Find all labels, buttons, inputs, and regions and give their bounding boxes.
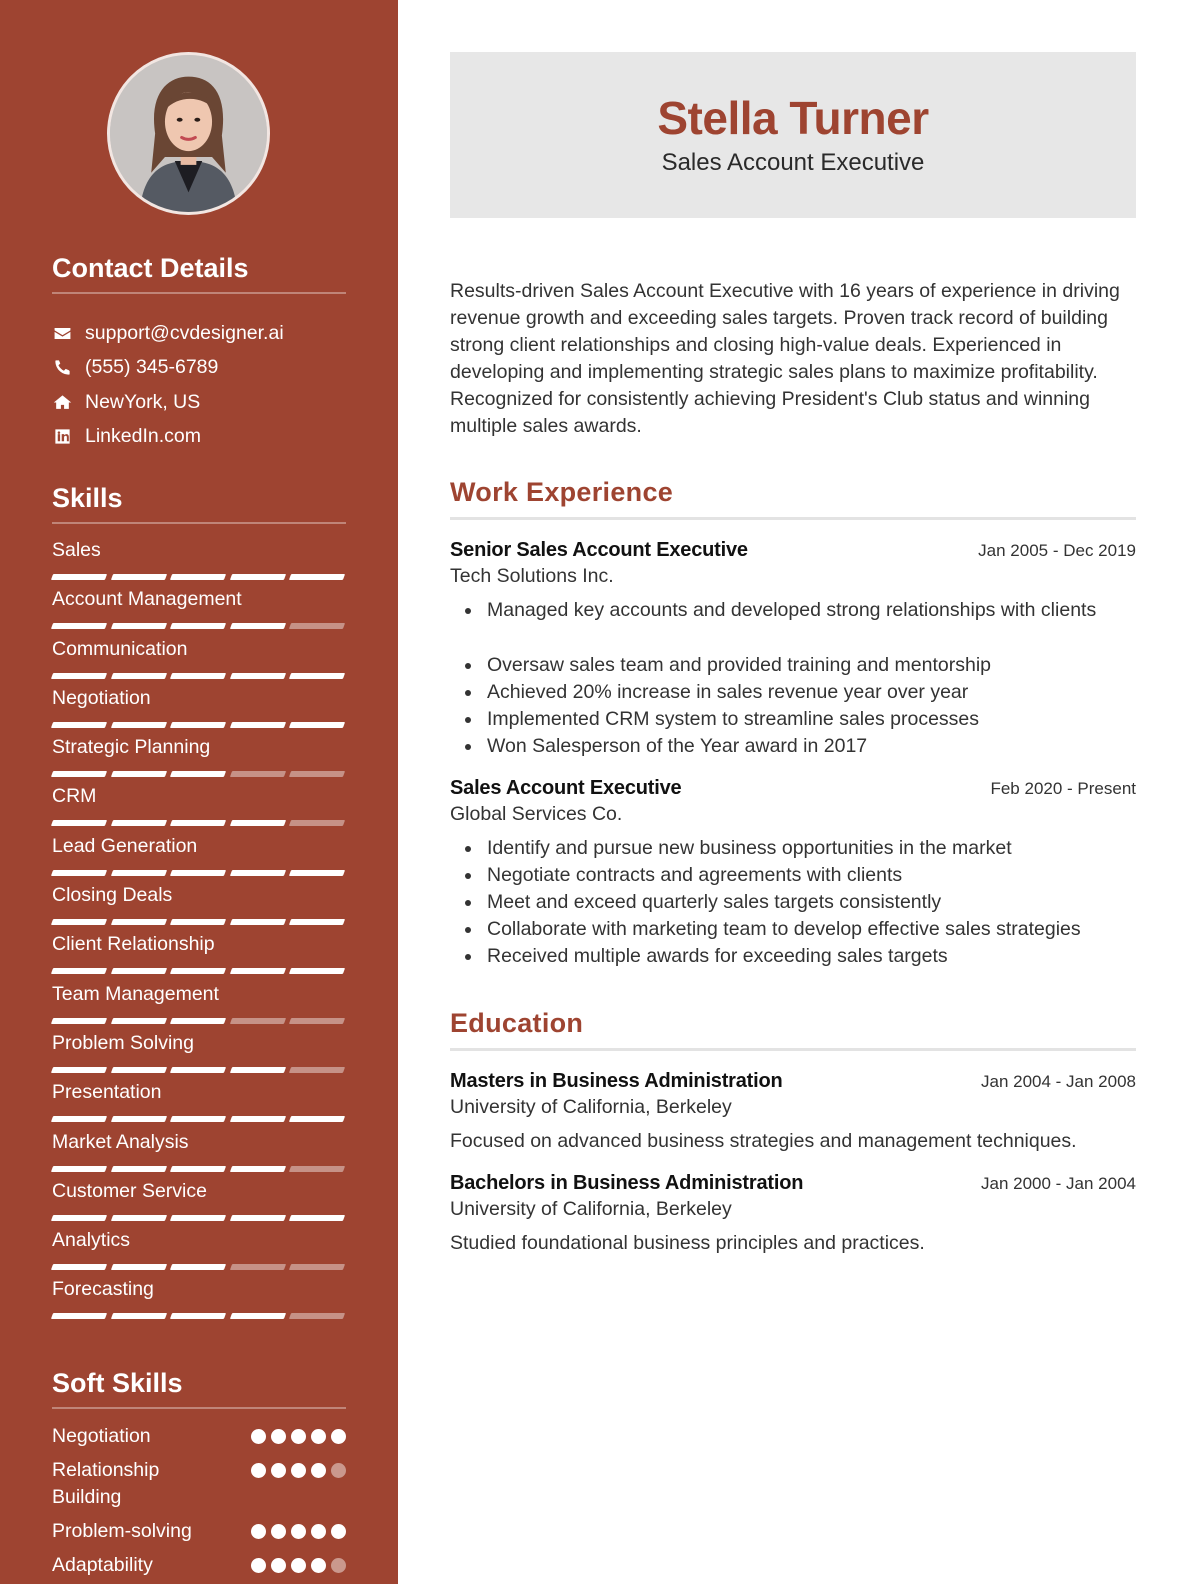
skill-level-segment — [51, 820, 107, 826]
degree-description: Studied foundational business principles and practices. — [450, 1232, 925, 1254]
rating-dot — [271, 1429, 286, 1444]
contact-linkedin[interactable] — [52, 420, 346, 455]
job-bullets — [450, 597, 1136, 760]
job-bullet: Collaborate with marketing team to develop effective sales strategies — [450, 916, 1136, 943]
contact-phone[interactable] — [52, 351, 346, 386]
skill-level-segment — [51, 1264, 107, 1270]
envelope-icon — [52, 323, 72, 343]
skill-level-segment — [230, 820, 286, 826]
skill-level-segment — [289, 968, 345, 974]
skill-level-segment — [170, 968, 226, 974]
skill-level-segment — [111, 1215, 167, 1221]
skill-item — [52, 684, 346, 733]
skill-level-segment — [170, 820, 226, 826]
degree-title: Masters in Business Administration — [450, 1070, 783, 1092]
job-bullet: Implemented CRM system to streamline sales processes — [450, 706, 1136, 733]
skill-item — [52, 635, 346, 684]
soft-skill-name: Problem-solving — [52, 1520, 192, 1542]
soft-skill-name: Adaptability — [52, 1554, 153, 1576]
skill-level-segment — [289, 574, 345, 580]
skill-level-segment — [170, 1067, 226, 1073]
skill-level-segment — [230, 968, 286, 974]
skill-item — [52, 1177, 346, 1226]
avatar — [107, 52, 270, 215]
profile-photo-icon — [110, 55, 267, 212]
job-title: Senior Sales Account Executive — [450, 539, 748, 561]
skill-level-segment — [51, 968, 107, 974]
linkedin-icon — [52, 427, 72, 447]
candidate-name: Stella Turner — [657, 92, 929, 144]
rating-dot — [311, 1558, 326, 1573]
school-name: University of California, Berkeley — [450, 1096, 732, 1118]
skill-level-segment — [230, 673, 286, 679]
job-entry — [450, 537, 1136, 760]
skill-name: Market Analysis — [52, 1130, 189, 1153]
skill-level-segment — [230, 1215, 286, 1221]
rating-dot — [331, 1558, 346, 1573]
job-company: Tech Solutions Inc. — [450, 565, 614, 587]
job-bullet: Received multiple awards for exceeding sales targets — [450, 943, 1136, 970]
degree-dates: Jan 2004 - Jan 2008 — [980, 1072, 1136, 1091]
work-divider — [450, 517, 1136, 520]
skill-name: Forecasting — [52, 1278, 154, 1301]
soft-skills-divider — [52, 1407, 346, 1409]
job-bullet: Managed key accounts and developed strong relationships with clients — [450, 597, 1136, 624]
skill-level-segment — [289, 1116, 345, 1122]
skill-level-bar — [52, 673, 344, 679]
job-entry — [450, 775, 1136, 970]
skill-level-segment — [51, 1166, 107, 1172]
skill-item — [52, 930, 346, 979]
job-company: Global Services Co. — [450, 803, 623, 825]
degree-dates: Jan 2000 - Jan 2004 — [980, 1174, 1136, 1193]
skill-level-segment — [111, 919, 167, 925]
skill-level-segment — [289, 870, 345, 876]
summary-text: Results-driven Sales Account Executive with 16 years of experience in driving revenue growth and exceeding sales targets. Proven track record of building strong client relationships and closing high-value deals. Experienced in developing and implementing strategic sales plans to maximize profitability. Recognized for consistently achieving President's Club status and winning multiple sales awards. — [450, 280, 1120, 437]
skill-level-segment — [111, 574, 167, 580]
skill-level-segment — [230, 919, 286, 925]
sidebar — [0, 0, 398, 1584]
education-section — [450, 1006, 1136, 1257]
skill-level-segment — [170, 1166, 226, 1172]
skill-level-segment — [51, 919, 107, 925]
rating-dot — [291, 1429, 306, 1444]
skill-level-segment — [51, 1313, 107, 1319]
education-heading: Education — [450, 1008, 584, 1038]
rating-dot — [331, 1524, 346, 1539]
education-divider — [450, 1048, 1136, 1051]
skill-level-segment — [170, 673, 226, 679]
skill-item — [52, 1226, 346, 1275]
degree-title: Bachelors in Business Administration — [450, 1172, 804, 1194]
phone-icon — [52, 358, 72, 378]
skill-level-segment — [289, 820, 345, 826]
skill-level-bar — [52, 623, 344, 629]
skill-level-segment — [230, 1116, 286, 1122]
skill-level-bar — [52, 1313, 344, 1319]
skill-level-segment — [111, 1018, 167, 1024]
skill-name: Client Relationship — [52, 933, 215, 956]
skill-level-bar — [52, 1215, 344, 1221]
skill-name: Closing Deals — [52, 884, 173, 907]
rating-dot — [311, 1524, 326, 1539]
skill-level-segment — [289, 722, 345, 728]
rating-dot — [291, 1463, 306, 1478]
soft-skill-rating — [251, 1463, 346, 1478]
education-entry — [450, 1170, 1136, 1257]
contact-location — [52, 385, 346, 420]
contact-email[interactable] — [52, 316, 346, 351]
rating-dot — [291, 1558, 306, 1573]
skill-level-segment — [170, 1018, 226, 1024]
soft-skills-section — [52, 1365, 346, 1584]
skill-name: Communication — [52, 637, 188, 660]
soft-skill-rating — [251, 1429, 346, 1444]
job-bullet: Identify and pursue new business opportunities in the market — [450, 835, 1136, 862]
rating-dot — [291, 1524, 306, 1539]
rating-dot — [331, 1429, 346, 1444]
skills-list — [52, 536, 346, 1325]
skill-level-bar — [52, 771, 344, 777]
school-name: University of California, Berkeley — [450, 1198, 732, 1220]
skill-level-segment — [111, 820, 167, 826]
rating-dot — [251, 1524, 266, 1539]
skill-level-bar — [52, 919, 344, 925]
skill-level-segment — [111, 1116, 167, 1122]
skill-level-bar — [52, 1067, 344, 1073]
rating-dot — [311, 1463, 326, 1478]
job-bullet: Negotiate contracts and agreements with clients — [450, 862, 1136, 889]
skill-item — [52, 536, 346, 585]
skill-level-segment — [51, 1018, 107, 1024]
skill-level-segment — [51, 623, 107, 629]
skill-level-bar — [52, 1116, 344, 1122]
skills-heading: Skills — [52, 483, 123, 513]
skill-level-segment — [170, 574, 226, 580]
skill-name: Team Management — [52, 982, 219, 1005]
skill-name: Lead Generation — [52, 834, 198, 857]
skill-level-segment — [111, 673, 167, 679]
skill-level-segment — [230, 1166, 286, 1172]
skill-level-segment — [111, 968, 167, 974]
skill-level-segment — [111, 771, 167, 777]
skill-level-segment — [289, 673, 345, 679]
soft-skill-name: Relationship Building — [52, 1459, 160, 1508]
soft-skill-rating — [251, 1558, 346, 1573]
contact-section — [52, 250, 346, 454]
soft-skill-name: Negotiation — [52, 1425, 151, 1447]
skill-name: CRM — [52, 785, 97, 808]
skill-item — [52, 1078, 346, 1127]
skill-name: Analytics — [52, 1229, 131, 1252]
rating-dot — [331, 1463, 346, 1478]
skill-name: Sales — [52, 539, 101, 561]
job-dates: Jan 2005 - Dec 2019 — [978, 541, 1136, 560]
soft-skill-item — [52, 1552, 346, 1579]
skill-level-segment — [170, 870, 226, 876]
skill-level-bar — [52, 968, 344, 974]
contact-location-text: NewYork, US — [85, 390, 201, 413]
rating-dot — [311, 1429, 326, 1444]
skill-level-segment — [289, 1215, 345, 1221]
skill-level-bar — [52, 722, 344, 728]
work-section — [450, 475, 1136, 970]
skill-level-segment — [230, 1264, 286, 1270]
job-bullet: Won Salesperson of the Year award in 2017 — [450, 733, 1136, 760]
skill-level-segment — [289, 623, 345, 629]
skill-level-segment — [230, 574, 286, 580]
resume-header — [450, 52, 1136, 218]
skill-name: Customer Service — [52, 1179, 207, 1202]
skill-level-segment — [170, 722, 226, 728]
contact-phone-text: (555) 345-6789 — [85, 356, 219, 379]
contact-linkedin-text: LinkedIn.com — [85, 425, 201, 448]
home-icon — [52, 392, 72, 412]
skill-level-segment — [289, 1166, 345, 1172]
skill-level-segment — [170, 1313, 226, 1319]
skill-level-segment — [170, 919, 226, 925]
skill-level-bar — [52, 1018, 344, 1024]
skill-level-segment — [230, 1018, 286, 1024]
skill-item — [52, 1275, 346, 1324]
skill-level-segment — [230, 623, 286, 629]
skill-level-bar — [52, 574, 344, 580]
skill-level-segment — [289, 919, 345, 925]
soft-skill-item — [52, 1423, 346, 1450]
skill-level-segment — [170, 1264, 226, 1270]
soft-skills-list — [52, 1423, 346, 1579]
rating-dot — [251, 1558, 266, 1573]
skill-name: Negotiation — [52, 686, 151, 709]
skill-item — [52, 782, 346, 831]
education-entry — [450, 1068, 1136, 1155]
skill-level-segment — [289, 1264, 345, 1270]
job-bullets — [450, 835, 1136, 970]
skill-item — [52, 980, 346, 1029]
skill-level-segment — [111, 1166, 167, 1172]
skill-level-segment — [51, 1067, 107, 1073]
skill-level-segment — [170, 1116, 226, 1122]
skill-level-segment — [111, 1264, 167, 1270]
job-bullet: Meet and exceed quarterly sales targets consistently — [450, 889, 1136, 916]
skill-level-segment — [51, 1215, 107, 1221]
skill-item — [52, 1128, 346, 1177]
skill-level-segment — [230, 771, 286, 777]
skill-level-segment — [51, 870, 107, 876]
rating-dot — [251, 1463, 266, 1478]
skill-level-segment — [289, 1067, 345, 1073]
skill-level-segment — [230, 1067, 286, 1073]
skill-level-segment — [51, 1116, 107, 1122]
skill-item — [52, 733, 346, 782]
skill-level-segment — [51, 574, 107, 580]
skill-level-segment — [230, 1313, 286, 1319]
skill-level-bar — [52, 1166, 344, 1172]
rating-dot — [271, 1558, 286, 1573]
job-dates: Feb 2020 - Present — [990, 779, 1136, 798]
skill-level-segment — [111, 722, 167, 728]
skill-name: Presentation — [52, 1081, 162, 1104]
degree-description: Focused on advanced business strategies and management techniques. — [450, 1130, 1077, 1152]
soft-skill-item — [52, 1457, 346, 1511]
skill-level-segment — [111, 1313, 167, 1319]
skill-level-segment — [230, 870, 286, 876]
skill-name: Account Management — [52, 588, 242, 611]
candidate-title: Sales Account Executive — [661, 149, 925, 176]
rating-dot — [251, 1429, 266, 1444]
skill-level-segment — [51, 771, 107, 777]
skill-level-segment — [289, 1018, 345, 1024]
contact-divider — [52, 292, 346, 294]
job-bullet: Achieved 20% increase in sales revenue year over year — [450, 679, 1136, 706]
skill-level-segment — [170, 771, 226, 777]
skill-level-segment — [51, 722, 107, 728]
skill-level-segment — [111, 870, 167, 876]
skill-item — [52, 832, 346, 881]
skill-level-bar — [52, 820, 344, 826]
skill-name: Problem Solving — [52, 1031, 194, 1054]
contact-list — [52, 316, 346, 454]
work-heading: Work Experience — [450, 477, 674, 507]
contact-email-text: support@cvdesigner.ai — [85, 321, 284, 344]
skill-level-bar — [52, 870, 344, 876]
skill-level-segment — [111, 623, 167, 629]
skills-divider — [52, 522, 346, 524]
rating-dot — [271, 1463, 286, 1478]
skill-level-segment — [289, 771, 345, 777]
skill-level-segment — [230, 722, 286, 728]
job-title: Sales Account Executive — [450, 777, 682, 799]
skill-level-segment — [111, 1067, 167, 1073]
skill-level-bar — [52, 1264, 344, 1270]
skills-section — [52, 480, 346, 1325]
skill-name: Strategic Planning — [52, 736, 211, 759]
skill-level-segment — [289, 1313, 345, 1319]
soft-skills-heading: Soft Skills — [52, 1368, 183, 1398]
skill-level-segment — [170, 1215, 226, 1221]
rating-dot — [271, 1524, 286, 1539]
soft-skill-item — [52, 1518, 346, 1545]
contact-heading: Contact Details — [52, 253, 249, 283]
skill-level-segment — [170, 623, 226, 629]
skill-item — [52, 585, 346, 634]
job-bullet: Oversaw sales team and provided training and mentorship — [450, 652, 1136, 679]
soft-skill-rating — [251, 1524, 346, 1539]
skill-item — [52, 881, 346, 930]
skill-level-segment — [51, 673, 107, 679]
skill-item — [52, 1029, 346, 1078]
